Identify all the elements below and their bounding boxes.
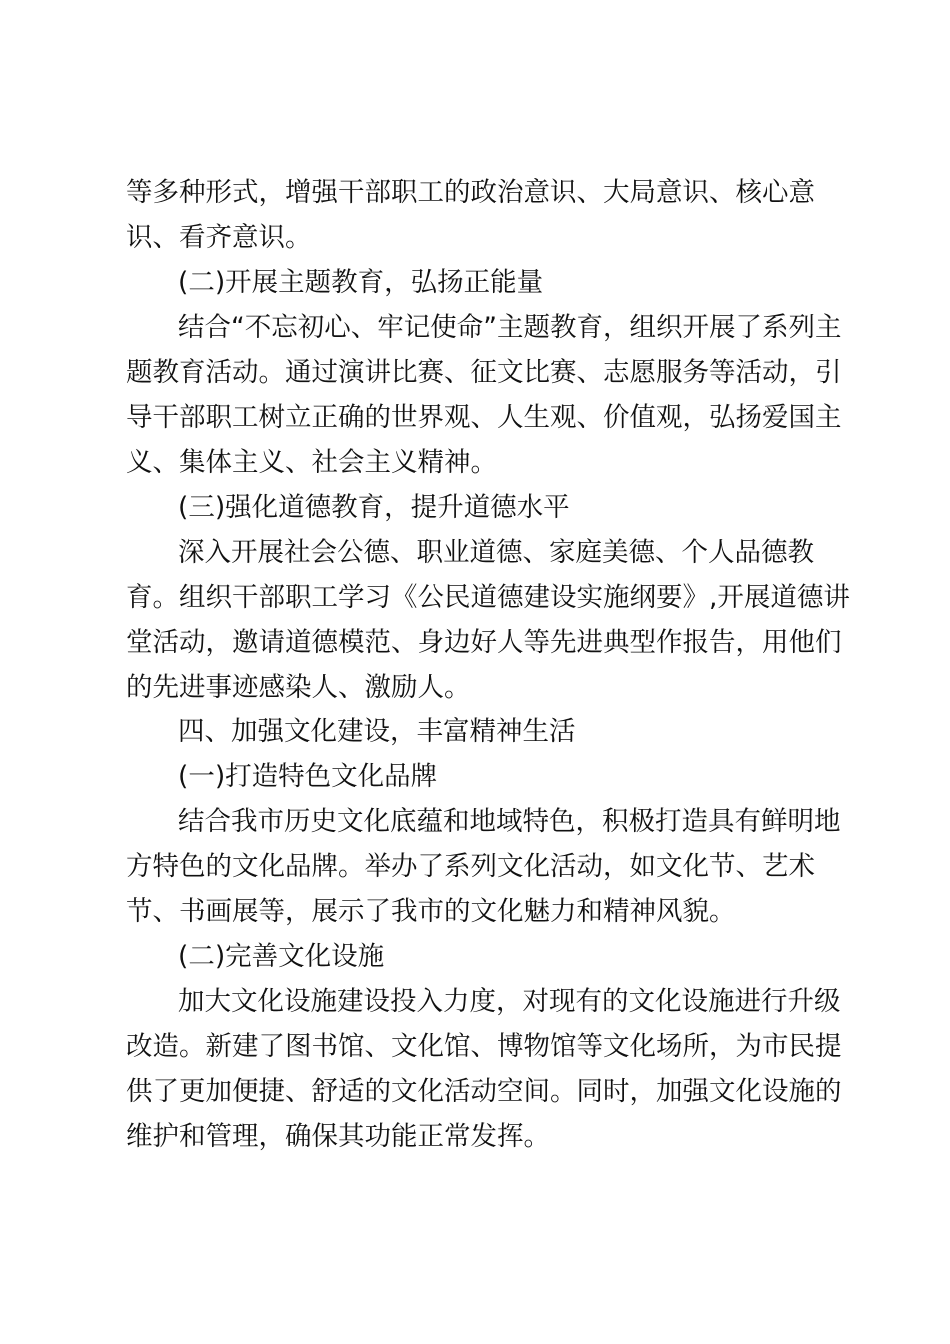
body-text-line: 题教育活动。通过演讲比赛、征文比赛、志愿服务等活动，引: [126, 357, 842, 388]
body-text-line: 导干部职工树立正确的世界观、人生观、价值观，弘扬爱国主: [126, 402, 842, 433]
section-subheading: (三)强化道德教育，提升道德水平: [178, 492, 570, 523]
body-text-line: 维护和管理，确保其功能正常发挥。: [126, 1121, 550, 1152]
body-text-line: 深入开展社会公德、职业道德、家庭美德、个人品德教: [178, 537, 814, 568]
section-subheading: (一)打造特色文化品牌: [178, 761, 438, 792]
body-text-line: 堂活动，邀请道德模范、身边好人等先进典型作报告，用他们: [126, 627, 842, 658]
body-text-line: 义、集体主义、社会主义精神。: [126, 447, 497, 478]
body-text-line: 识、看齐意识。: [126, 222, 312, 253]
body-text-line: 改造。新建了图书馆、文化馆、博物馆等文化场所，为市民提: [126, 1031, 842, 1062]
body-text-line: 结合我市历史文化底蕴和地域特色，积极打造具有鲜明地: [178, 806, 841, 837]
body-text-line: 加大文化设施建设投入力度，对现有的文化设施进行升级: [178, 986, 841, 1017]
section-subheading: (二)完善文化设施: [178, 941, 385, 972]
body-text-line: 方特色的文化品牌。举办了系列文化活动，如文化节、艺术: [126, 851, 815, 882]
section-heading: 四、加强文化建设，丰富精神生活: [178, 716, 576, 747]
body-text-line: 节、书画展等，展示了我市的文化魅力和精神风貌。: [126, 896, 736, 927]
body-text-line: 结合“不忘初心、牢记使命”主题教育，组织开展了系列主: [178, 312, 842, 343]
body-text-line: 育。组织干部职工学习《公民道德建设实施纲要》,开展道德讲: [126, 582, 850, 613]
body-text-line: 等多种形式，增强干部职工的政治意识、大局意识、核心意: [126, 177, 815, 208]
body-text-line: 供了更加便捷、舒适的文化活动空间。同时，加强文化设施的: [126, 1076, 842, 1107]
body-text-line: 的先进事迹感染人、激励人。: [126, 672, 471, 703]
section-subheading: (二)开展主题教育，弘扬正能量: [178, 267, 544, 298]
